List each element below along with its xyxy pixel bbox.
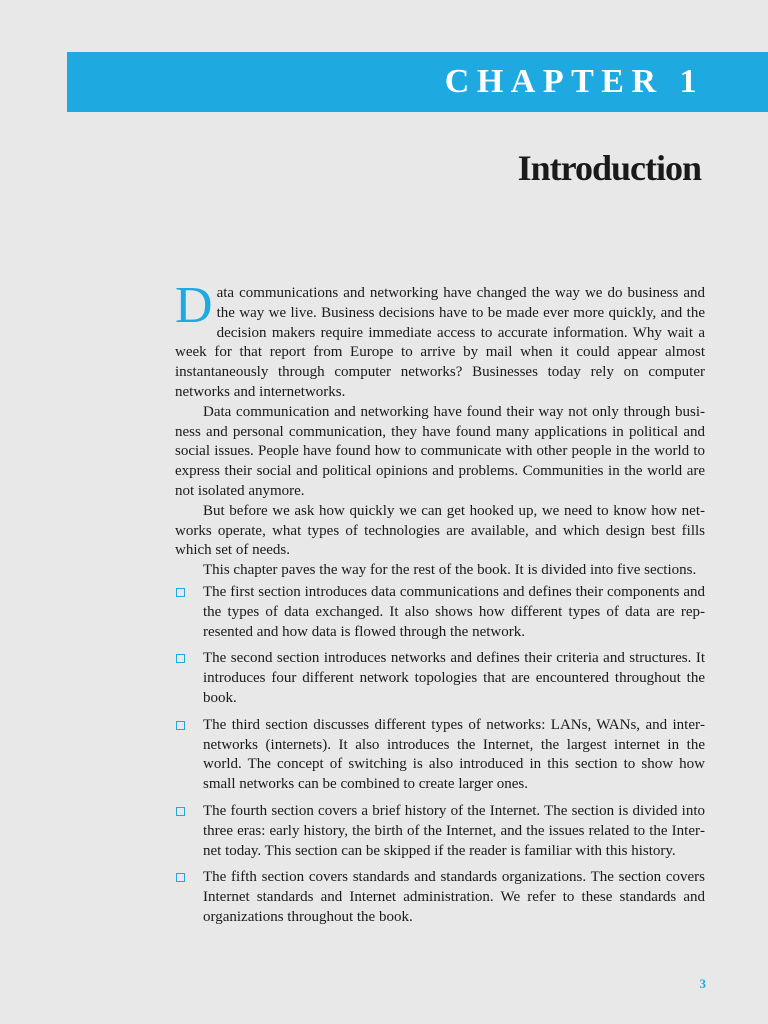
chapter-title: Introduction (517, 148, 701, 188)
square-bullet-icon (176, 873, 185, 882)
list-item (175, 716, 705, 795)
sections-list (175, 583, 705, 928)
square-bullet-icon (176, 588, 185, 597)
square-bullet-icon (176, 654, 185, 663)
chapter-banner (67, 52, 768, 112)
page-number: 3 (699, 976, 706, 991)
list-item-text: The first section introduces data communications and defines their components and the types of data exchanged. It also shows how different types of data are represented and how data is flowed through the network. (203, 583, 705, 640)
list-item (175, 649, 705, 708)
body-paragraph: But before we ask how quickly we can get hooked up, we need to know how networks operate, what types of technologies are available, and which design best fills which set of needs. (175, 502, 705, 559)
list-item-text: The second section introduces networks and defines their criteria and structures. It introduces four different network topologies that are encountered throughout the book. (203, 650, 705, 706)
intro-paragraph-text: ata communications and networking have changed the way we do business and the way we live. Business decisions have to be made ever more quickly, and the decision makers require immediate access to accurate information. Why wait a week for that report from Europe to arrive by mail when it could appear almost instantaneously through computer networks? Businesses today rely on computer networks and internetworks. (175, 285, 705, 400)
body-text (175, 277, 705, 928)
chapter-label: CHAPTER 1 (444, 63, 704, 100)
list-item (175, 802, 705, 861)
intro-paragraph (175, 277, 705, 403)
body-paragraph: Data communication and networking have found their way not only through business and personal communication, they have found many applications in political and social issues. People have found how to communicate with other people in the world to express their social and political opinions and problems. Communities in the world are not isolated anymore. (175, 403, 705, 499)
square-bullet-icon (176, 721, 185, 730)
list-item (175, 868, 705, 927)
drop-cap: D (175, 277, 213, 334)
list-item-text: The fifth section covers standards and standards organizations. The section covers Internet standards and Internet administration. We refer to these standards and organizations throughout the book. (203, 869, 705, 925)
square-bullet-icon (176, 807, 185, 816)
list-item (175, 583, 705, 642)
body-paragraph: This chapter paves the way for the rest of the book. It is divided into five sections. (203, 562, 697, 579)
list-item-text: The third section discusses different types of networks: LANs, WANs, and internetworks (internets). It also introduces the Internet, the largest internet in the world. The concept of switching is also introduced in this section to show how small networks can be combined to create larger ones. (203, 716, 705, 793)
list-item-text: The fourth section covers a brief history of the Internet. The section is divided into three eras: early history, the birth of the Internet, and the issues related to the Internet today. This section can be skipped if the reader is familiar with this history. (203, 802, 705, 859)
